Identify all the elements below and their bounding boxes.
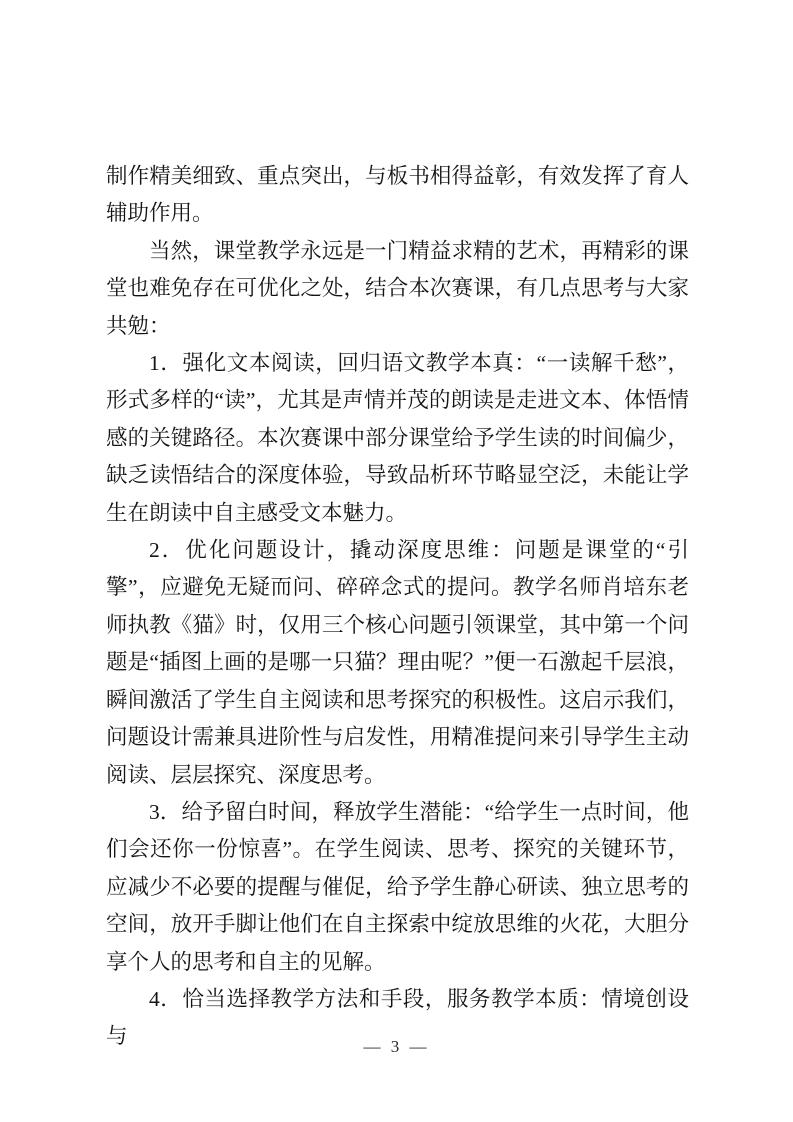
page-body-text bbox=[106, 158, 689, 1056]
paragraph: 1．强化文本阅读，回归语文教学本真：“一读解千愁”，形式多样的“读”，尤其是声情并茂的朗读是走进文本、体悟情感的关键路径。本次赛课中部分课堂给予学生读的时间偏少，缺乏读悟结合的深度体验，导致品析环节略显空泛，未能让学生在朗读中自主感受文本魅力。 bbox=[106, 351, 689, 525]
paragraph: 2．优化问题设计，撬动深度思维：问题是课堂的“引擎”，应避免无疑而问、碎碎念式的提问。教学名师肖培东老师执教《猫》时，仅用三个核心问题引领课堂，其中第一个问题是“插图上画的是哪一只猫？理由呢？”便一石激起千层浪，瞬间激活了学生自主阅读和思考探究的积极性。这启示我们，问题设计需兼具进阶性与启发性，用精准提问来引导学生主动阅读、层层探究、深度思考。 bbox=[106, 538, 689, 787]
page-number: — 3 — bbox=[363, 1037, 430, 1056]
paragraph: 3．给予留白时间，释放学生潜能：“给学生一点时间，他们会还你一份惊喜”。在学生阅读、思考、探究的关键环节，应减少不必要的提醒与催促，给予学生静心研读、独立思考的空间，放开手脚让他们在自主探索中绽放思维的火花，大胆分享个人的思考和自主的见解。 bbox=[106, 799, 689, 974]
paragraph: 当然，课堂教学永远是一门精益求精的艺术，再精彩的课堂也难免存在可优化之处，结合本次赛课，有几点思考与大家共勉： bbox=[106, 238, 689, 338]
paragraph: 制作精美细致、重点突出，与板书相得益彰，有效发挥了育人辅助作用。 bbox=[106, 164, 689, 226]
paragraph: 4．恰当选择教学方法和手段，服务教学本质：情境创设与 bbox=[106, 986, 689, 1049]
